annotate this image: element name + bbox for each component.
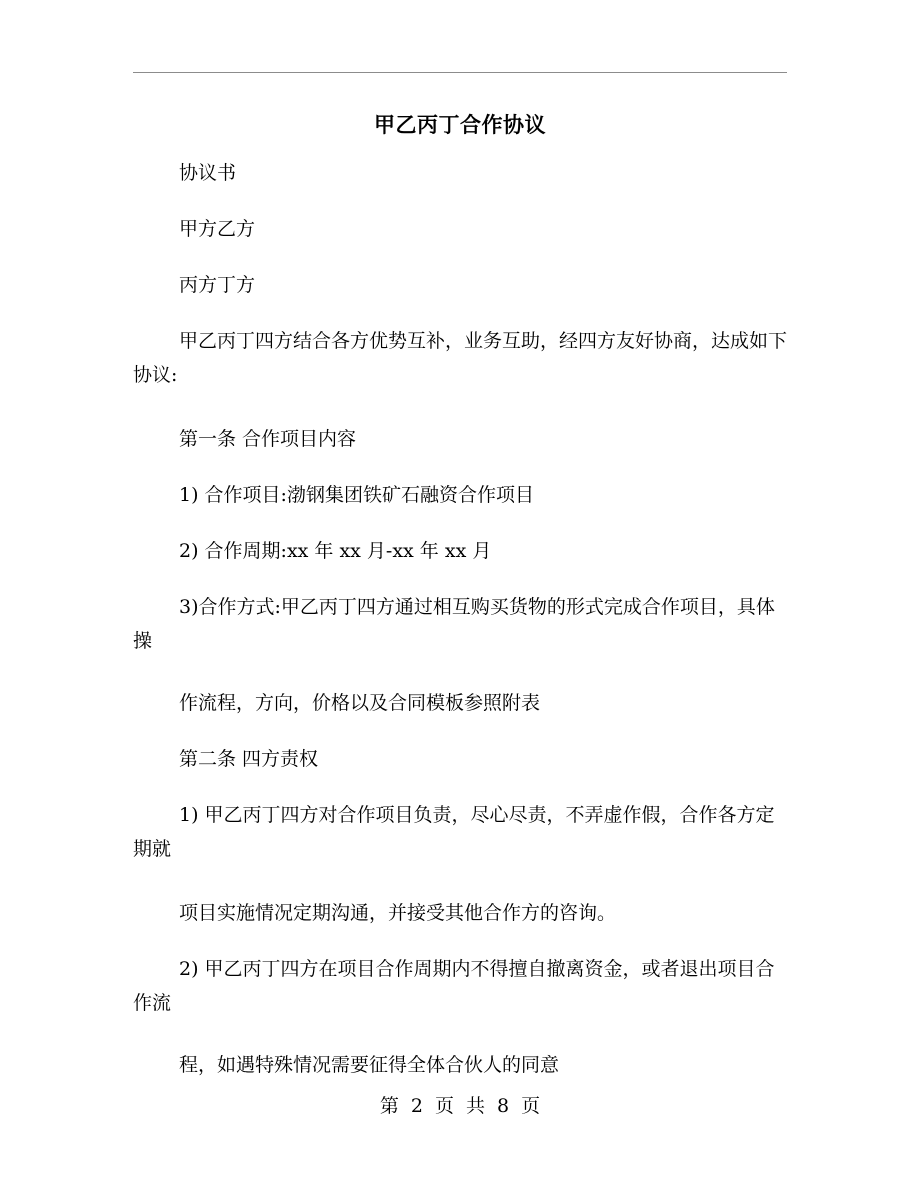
page-footer: 第 2 页 共 8 页 bbox=[379, 1095, 541, 1117]
paragraph-project-item: 1) 合作项目:渤钢集团铁矿石融资合作项目 bbox=[179, 484, 534, 506]
paragraph-responsibility-continued: 项目实施情况定期沟通，并接受其他合作方的咨询。 bbox=[179, 902, 617, 924]
paragraph-agreement-heading: 协议书 bbox=[179, 162, 237, 184]
paragraph-article-2-heading: 第二条 四方责权 bbox=[179, 748, 319, 770]
header-rule bbox=[133, 72, 787, 73]
paragraph-method-item: 3)合作方式:甲乙丙丁四方通过相互购买货物的形式完成合作项目，具体操 bbox=[133, 596, 775, 652]
paragraph-parties-cd: 丙方丁方 bbox=[179, 274, 256, 296]
paragraph-period-item: 2) 合作周期:xx 年 xx 月-xx 年 xx 月 bbox=[179, 540, 492, 562]
paragraph-withdrawal-item: 2) 甲乙丙丁四方在项目合作周期内不得擅自撤离资金，或者退出项目合作流 bbox=[133, 958, 775, 1014]
paragraph-preamble: 甲乙丙丁四方结合各方优势互补，业务互助，经四方友好协商，达成如下协议: bbox=[133, 330, 788, 386]
paragraph-article-1-heading: 第一条 合作项目内容 bbox=[179, 428, 357, 450]
document-title: 甲乙丙丁合作协议 bbox=[374, 113, 546, 137]
paragraph-responsibility-item: 1) 甲乙丙丁四方对合作项目负责，尽心尽责，不弄虚作假，合作各方定期就 bbox=[133, 804, 775, 860]
paragraph-parties-ab: 甲方乙方 bbox=[179, 218, 256, 240]
paragraph-method-continued: 作流程，方向，价格以及合同模板参照附表 bbox=[179, 692, 541, 714]
paragraph-withdrawal-continued: 程，如遇特殊情况需要征得全体合伙人的同意 bbox=[179, 1054, 560, 1076]
